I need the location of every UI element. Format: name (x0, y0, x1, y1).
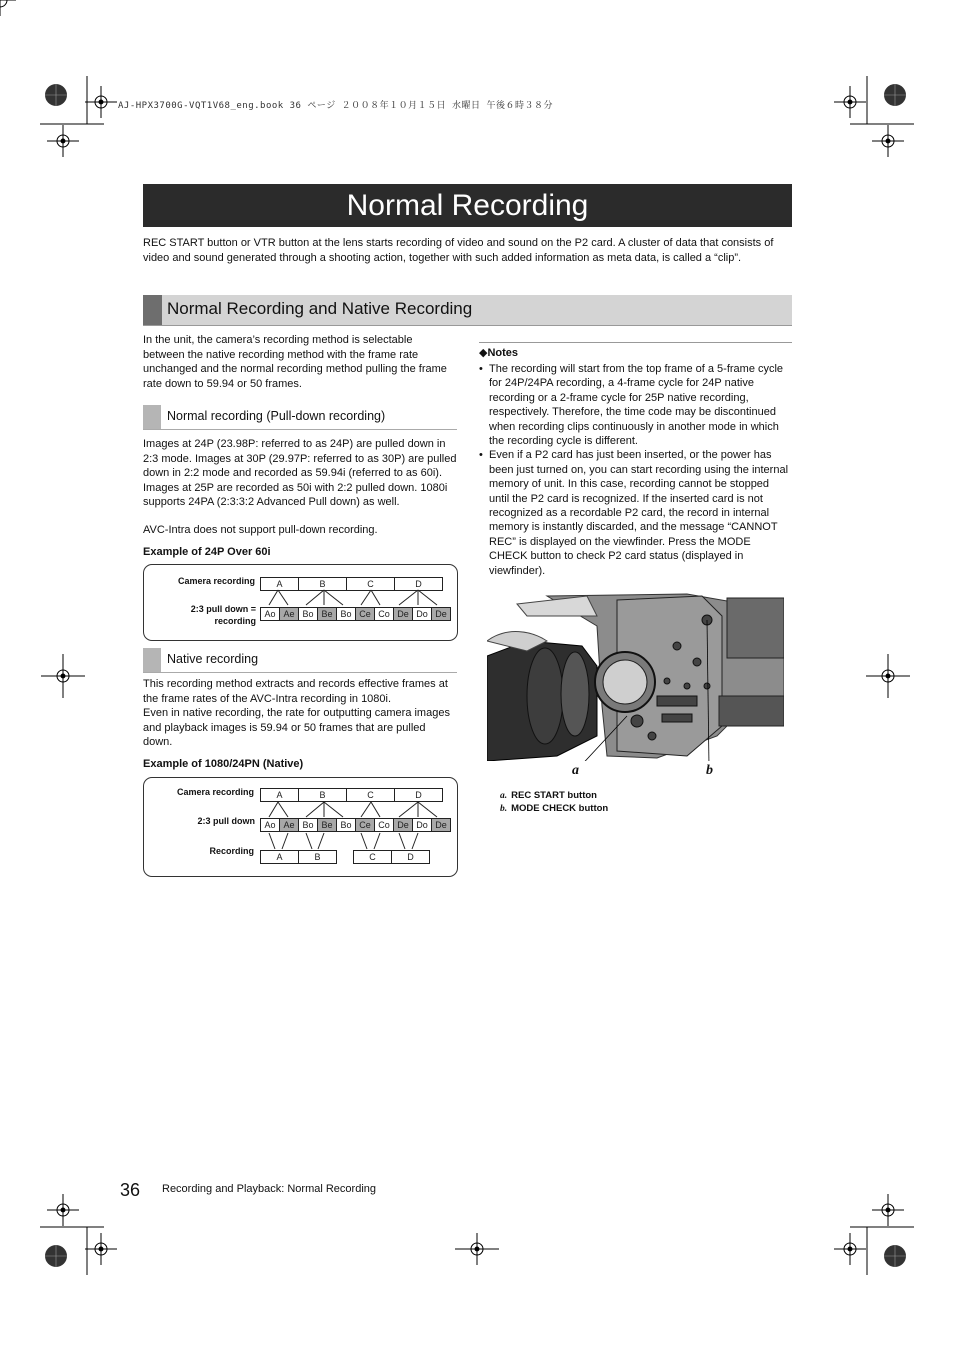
field-cell: De (393, 607, 413, 621)
field-cell: De (431, 607, 451, 621)
notes-list (479, 362, 791, 578)
footer-breadcrumb: Recording and Playback: Normal Recording (162, 1183, 376, 1195)
field-cell: Ae (279, 818, 299, 832)
frame-cell: D (394, 788, 443, 802)
label-camera-recording: Camera recording (176, 787, 254, 797)
page-number: 36 (120, 1180, 141, 1200)
pulldown-paragraph: Images at 24P (23.98P: referred to as 24P) are pulled down in 2:3 mode. Images at 30P (29.97P: referred to as 30P) are pulled down in 2:2 mode and recorded as 59.94i (referred to as 60i). Images at 25P are recorded as 50i with 2:2 pulled down. 1080i supports 24PA (2:3:3:2 Advanced Pull down) as well. (143, 438, 457, 508)
field-row (260, 818, 451, 832)
intro-paragraph: REC START button or VTR button at the lens starts recording of video and sound on the P2 card. A cluster of data that consists of video and sound generated through a shooting action, together with such added information as meta data, is called a “clip”. (143, 237, 774, 264)
field-cell: Ce (355, 818, 375, 832)
rec-frame-cell: D (391, 850, 430, 864)
section-heading-text: Normal Recording and Native Recording (167, 299, 473, 318)
frame-row (260, 788, 443, 802)
field-cell: Bo (336, 607, 356, 621)
field-cell: Bo (298, 818, 318, 832)
notes-title: ◆Notes (479, 347, 519, 359)
caption-rec-start-text: REC START button (511, 790, 597, 801)
caption-letter-b: b. (500, 804, 508, 814)
field-cell: De (393, 818, 413, 832)
note-item: • Even if a P2 card has just been inserted, or the power has been just turned on, you can start recording using the internal memory of unit. In this case, recording cannot be stopped until the P2 card is recognized. If the inserted card is not recognized as a recordable P2 card, the record in internal memory is instantly discarded, and the message “CANNOT REC” is displayed on the viewfinder. Press the MODE CHECK button to check P2 card status (displayed in viewfinder). (479, 448, 791, 578)
field-cell: Bo (298, 607, 318, 621)
subheading-native-text: Native recording (167, 652, 259, 666)
frame-cell: D (394, 577, 443, 591)
page-title-text: Normal Recording (346, 188, 589, 222)
subheading-pulldown (143, 405, 457, 430)
rec-frame-cell: B (298, 850, 337, 864)
example-24p-title: Example of 24P Over 60i (143, 546, 271, 558)
pulldown-arrows (260, 589, 450, 607)
pulldown-diagram (143, 564, 458, 641)
frame-cell: B (298, 577, 347, 591)
field-cell: Co (374, 818, 394, 832)
frame-cell: A (260, 577, 299, 591)
frame-cell: C (346, 577, 395, 591)
native-paragraph: This recording method extracts and records effective frames at the frame rates of the AVC-Intra recording in 1080i. (143, 678, 448, 705)
label-pull-down-b: recording (214, 616, 256, 626)
page-title (143, 184, 792, 227)
label-camera-recording: Camera recording (177, 576, 255, 586)
subheading-native (143, 648, 457, 673)
field-cell: De (431, 818, 451, 832)
label-pull-down: 2:3 pull down (197, 816, 255, 826)
rec-frame-cell: A (260, 850, 299, 864)
field-cell: Be (317, 607, 337, 621)
pulldown-note: AVC-Intra does not support pull-down recording. (143, 524, 378, 536)
camera-illustration (487, 586, 784, 761)
field-cell: Ao (260, 818, 280, 832)
field-cell: Ae (279, 607, 299, 621)
label-recording: Recording (209, 846, 254, 856)
callout-b: b (706, 763, 713, 778)
callout-a: a (572, 763, 579, 778)
label-pull-down-a: 2:3 pull down = (190, 604, 256, 614)
book-header-line: AJ-HPX3700G-VQT1V68_eng.book 36 ページ ２００８年１０月１５日 水曜日 午後６時３８分 (118, 101, 553, 111)
caption-rec-start (500, 789, 597, 803)
frame-cell: A (260, 788, 299, 802)
section-heading (143, 295, 792, 326)
field-row (260, 607, 451, 621)
section-intro: In the unit, the camera’s recording method is selectable between the native recording method with the frame rate unchanged and the normal recording method pulling the frame rate down to 59.94 or 50 frames. (143, 334, 447, 390)
recording-row-cd (353, 850, 430, 864)
field-cell: Ao (260, 607, 280, 621)
field-cell: Bo (336, 818, 356, 832)
subheading-tab (143, 648, 161, 672)
example-native-title: Example of 1080/24PN (Native) (143, 758, 304, 770)
field-cell: Do (412, 607, 432, 621)
section-heading-tab (143, 295, 162, 325)
field-cell: Do (412, 818, 432, 832)
subheading-tab (143, 405, 161, 429)
native-diagram (143, 777, 458, 877)
caption-mode-check-text: MODE CHECK button (511, 803, 609, 814)
field-cell: Ce (355, 607, 375, 621)
recording-row-ab (260, 850, 337, 864)
native-paragraph-2: Even in native recording, the rate for outputting camera images and playback images is 59.94 or 50 frames that are pulled down. (143, 707, 450, 748)
notes-rule (479, 342, 792, 343)
field-cell: Be (317, 818, 337, 832)
caption-mode-check (500, 802, 608, 816)
frame-cell: B (298, 788, 347, 802)
rec-frame-cell: C (353, 850, 392, 864)
caption-letter-a: a. (500, 791, 508, 801)
field-cell: Co (374, 607, 394, 621)
note-item: • The recording will start from the top frame of a 5-frame cycle for 24P/24PA recording, a 4-frame cycle for 24P native recording or a 2-frame cycle for 25P native recording, respectively. Therefore, the time code may be discontinued when recording clips continuously in another mode in which the recording cycle is different. (479, 362, 791, 448)
frame-cell: C (346, 788, 395, 802)
subheading-pulldown-text: Normal recording (Pull-down recording) (167, 409, 386, 423)
